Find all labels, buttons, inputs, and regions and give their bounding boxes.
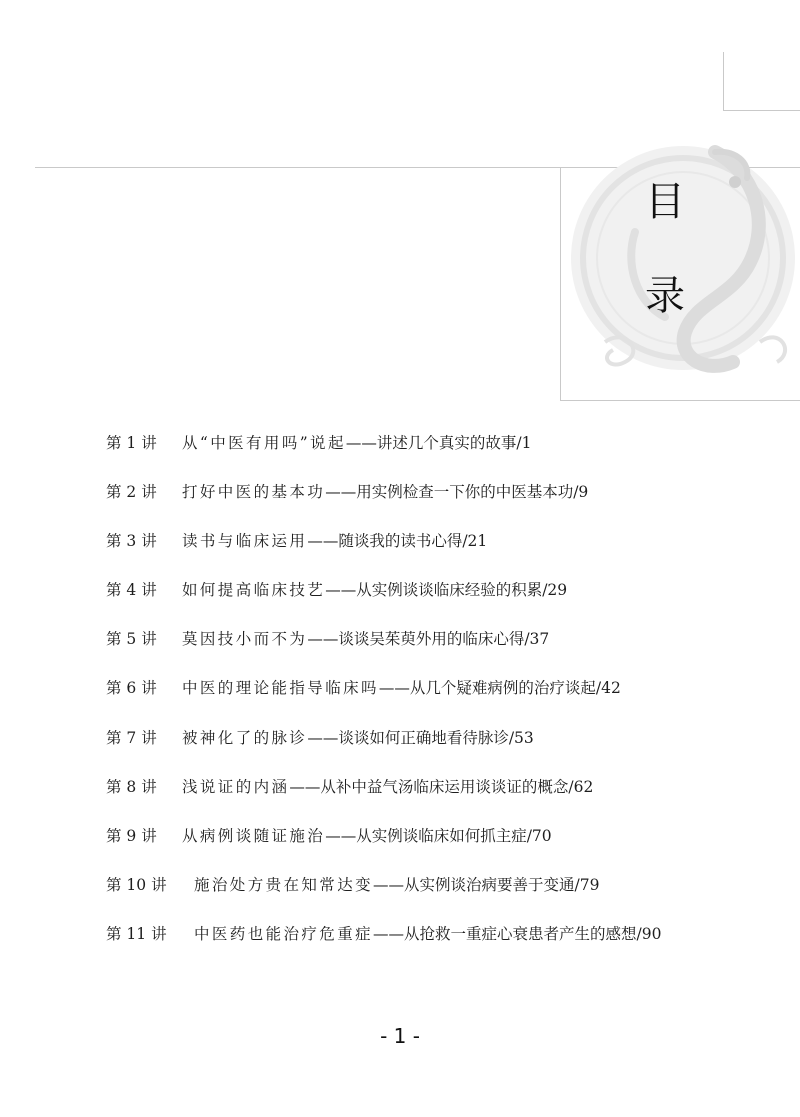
lecture-title: 浅说证的内涵	[182, 777, 290, 796]
corner-rule-horizontal	[723, 110, 800, 111]
toc-entry	[106, 624, 766, 673]
table-of-contents	[106, 428, 766, 968]
lecture-title: 从病例谈随证施治	[182, 826, 326, 845]
toc-entry	[106, 428, 766, 477]
toc-title-char-1: 目	[645, 179, 685, 225]
dragon-emblem-icon	[565, 112, 800, 402]
page-number: - 1 -	[380, 1024, 420, 1048]
toc-entry	[106, 772, 766, 821]
corner-rule-vertical	[723, 52, 724, 110]
toc-entry	[106, 477, 766, 526]
toc-title-char-2: 录	[645, 273, 685, 319]
lecture-subtitle: ——从几个疑难病例的治疗谈起/42	[378, 679, 621, 698]
toc-entry	[106, 673, 766, 722]
toc-entry	[106, 919, 766, 968]
lecture-title: 莫因技小而不为	[182, 630, 308, 649]
lecture-title: 从“中医有用吗”说起	[182, 434, 346, 452]
lecture-number: 第 6 讲	[106, 679, 157, 698]
lecture-title: 被神化了的脉诊	[182, 728, 308, 747]
lecture-number: 第 1 讲	[106, 434, 157, 452]
lecture-title: 中医药也能治疗危重症	[194, 924, 374, 943]
lecture-subtitle: ——从抢救一重症心衰患者产生的感想/90	[373, 924, 662, 943]
toc-entry	[106, 870, 766, 919]
lecture-subtitle: ——谈谈吴茱萸外用的临床心得/37	[307, 630, 550, 649]
toc-entry	[106, 821, 766, 870]
toc-entry	[106, 575, 766, 624]
lecture-subtitle: ——讲述几个真实的故事/1	[345, 434, 532, 452]
lecture-title: 中医的理论能指导临床吗	[182, 679, 379, 698]
lecture-number: 第 2 讲	[106, 483, 157, 502]
lecture-title: 如何提高临床技艺	[182, 581, 326, 600]
title-box-rule-left	[560, 167, 561, 400]
lecture-number: 第 11 讲	[106, 924, 167, 943]
lecture-subtitle: ——从实例谈临床如何抓主症/70	[325, 826, 552, 845]
lecture-number: 第 4 讲	[106, 581, 157, 600]
lecture-number: 第 3 讲	[106, 532, 157, 551]
lecture-number: 第 5 讲	[106, 630, 157, 649]
lecture-subtitle: ——谈谈如何正确地看待脉诊/53	[307, 728, 534, 747]
lecture-title: 读书与临床运用	[182, 532, 308, 551]
lecture-number: 第 9 讲	[106, 826, 157, 845]
toc-entry	[106, 526, 766, 575]
lecture-title: 打好中医的基本功	[182, 483, 326, 502]
lecture-number: 第 10 讲	[106, 875, 167, 894]
lecture-subtitle: ——从补中益气汤临床运用谈谈证的概念/62	[289, 777, 594, 796]
lecture-subtitle: ——从实例谈谈临床经验的积累/29	[325, 581, 568, 600]
lecture-number: 第 8 讲	[106, 777, 157, 796]
lecture-number: 第 7 讲	[106, 728, 157, 747]
lecture-subtitle: ——随谈我的读书心得/21	[307, 532, 488, 551]
toc-entry	[106, 723, 766, 772]
lecture-title: 施治处方贵在知常达变	[194, 875, 374, 894]
lecture-subtitle: ——用实例检查一下你的中医基本功/9	[325, 483, 589, 502]
lecture-subtitle: ——从实例谈治病要善于变通/79	[373, 875, 600, 894]
